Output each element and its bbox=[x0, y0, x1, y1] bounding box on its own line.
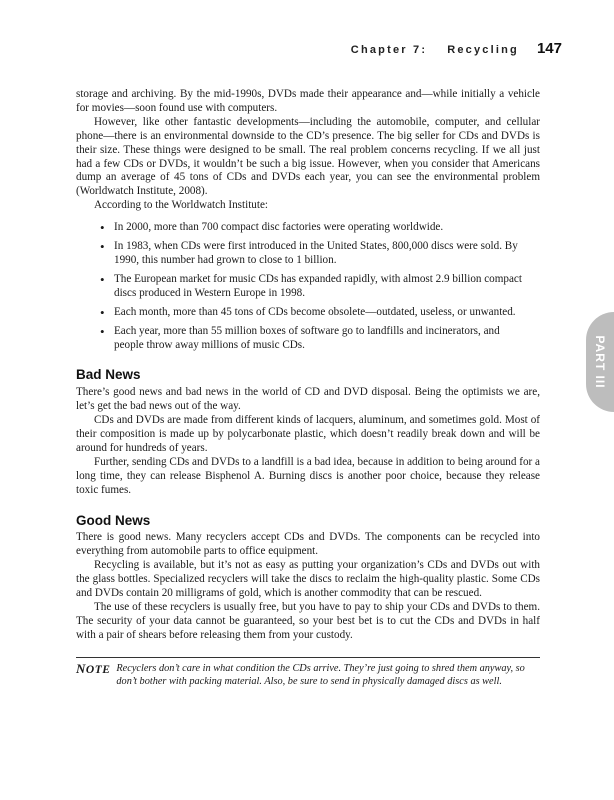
good-news-paragraph: Recycling is available, but it’s not as easy as putting your organization’s CDs and DVDs out with the glass bottles. Specialized recyclers will take the discs to reclaim the high-quality plastic. Some CDs and DVDs contain 20 milligrams of gold, which is another commodity that can be rescued. bbox=[76, 559, 540, 600]
list-item: • The European market for music CDs has expanded rapidly, with almost 2.9 billion compact discs produced in Western Europe in 1998. bbox=[114, 273, 540, 301]
intro-paragraph: storage and archiving. By the mid-1990s, DVDs made their appearance and—while initially a vehicle for movies—soon found use with computers. bbox=[76, 88, 540, 114]
part-tab bbox=[586, 312, 614, 412]
note-label: NOTE bbox=[76, 660, 111, 676]
intro-paragraph: According to the Worldwatch Institute: bbox=[94, 199, 269, 212]
list-item: • In 2000, more than 700 compact disc factories were operating worldwide. bbox=[114, 221, 540, 235]
bad-news-paragraph: CDs and DVDs are made from different kinds of lacquers, aluminum, and sometimes gold. Most of their composition is made up by polycarbonate plastic, which doesn’t readily break down and will be around for hundreds of years. bbox=[76, 414, 540, 454]
running-header bbox=[351, 40, 562, 57]
note-box bbox=[76, 657, 540, 688]
good-news-paragraph: The use of these recyclers is usually free, but you have to pay to ship your CDs and DVDs to them. The security of your data cannot be guaranteed, so your best bet is to cut the CDs and DVDs in half with a pair of shears before releasing them from your custody. bbox=[76, 601, 540, 641]
bad-news-paragraph: There’s good news and bad news in the world of CD and DVD disposal. Being the optimists we are, let’s get the bad news out of the way. bbox=[76, 386, 540, 413]
page-body bbox=[76, 88, 540, 688]
chapter-topic: Recycling bbox=[447, 44, 519, 56]
list-item: • In 1983, when CDs were first introduced in the United States, 800,000 discs were sold. By 1990, this number had grown to close to 1 billion. bbox=[114, 240, 540, 268]
list-item: • Each month, more than 45 tons of CDs become obsolete—outdated, useless, or unwanted. bbox=[114, 306, 540, 320]
good-news-paragraph: There is good news. Many recyclers accept CDs and DVDs. The components can be recycled into everything from automobile parts to office equipment. bbox=[76, 531, 540, 558]
facts-list bbox=[76, 221, 540, 352]
good-news-heading: Good News bbox=[76, 512, 151, 528]
list-item: • Each year, more than 55 million boxes of software go to landfills and incinerators, and people throw away millions of music CDs. bbox=[114, 325, 540, 353]
part-tab-label: PART III bbox=[593, 335, 607, 389]
note-text: Recyclers don’t care in what condition the CDs arrive. They’re just going to shred them anyway, so don’t bother with packing material. Also, be sure to send in physically damaged discs as well. bbox=[116, 662, 525, 687]
intro-paragraph: However, like other fantastic developments—including the automobile, computer, and cellular phone—there is an environmental downside to the CD’s presence. The big seller for CDs and DVDs is their size. These things were designed to be small. The real problem concerns recycling. If we all just had a few CDs or DVDs, it wouldn’t be such a big issue. However, when you consider that Americans dump an average of 45 tons of CDs and DVDs each year, you can see the environmental problem (Worldwatch Institute, 2008). bbox=[76, 115, 540, 198]
bad-news-paragraph: Further, sending CDs and DVDs to a landfill is a bad idea, because in addition to being around for a long time, they can release Bisphenol A. Burning discs is another poor choice, because they release toxic fumes. bbox=[76, 455, 540, 496]
bad-news-heading: Bad News bbox=[76, 367, 141, 383]
chapter-label: Chapter 7: bbox=[350, 44, 428, 56]
page-number: 147 bbox=[536, 40, 562, 57]
running-title bbox=[351, 44, 519, 56]
